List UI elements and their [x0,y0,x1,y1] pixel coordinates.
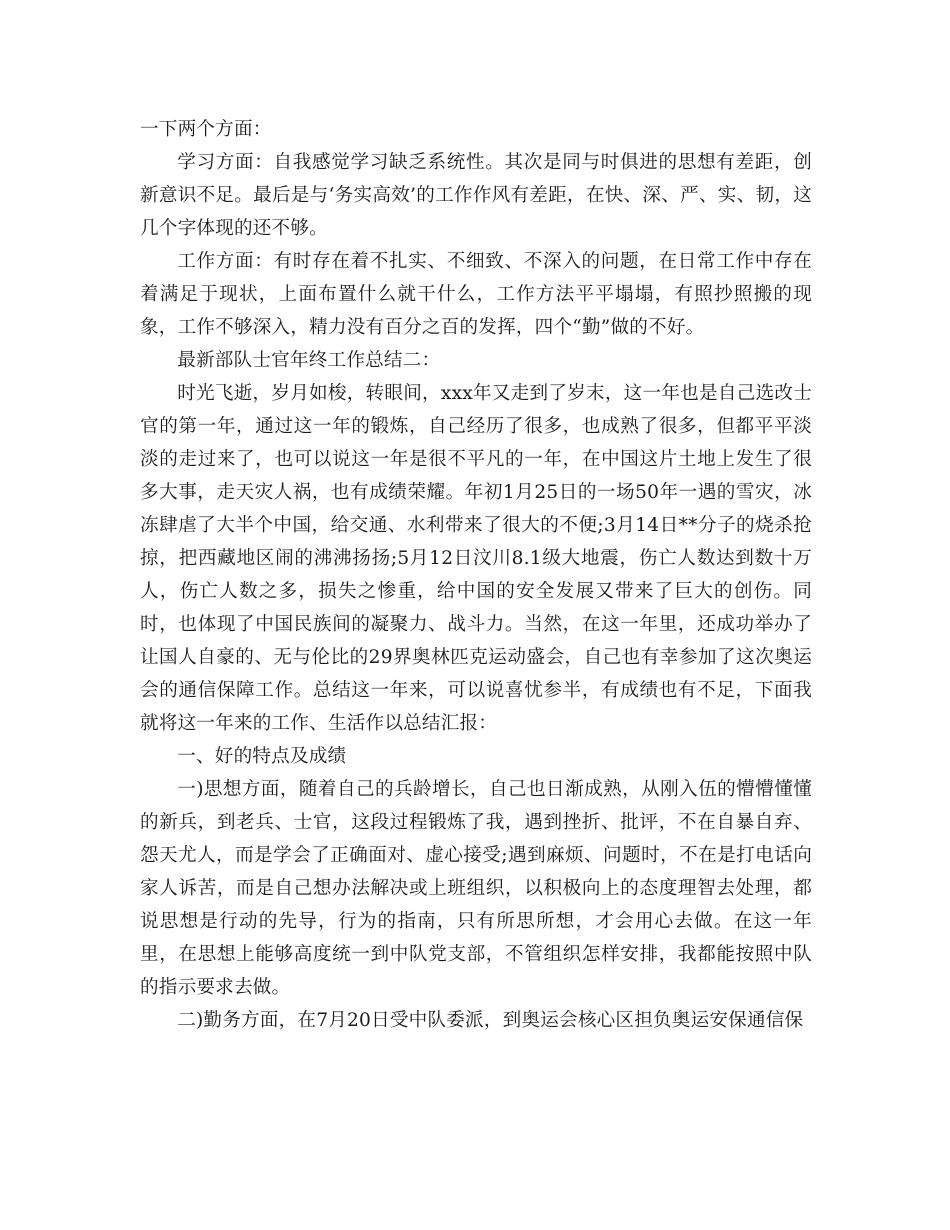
paragraph-duty: 二)勤务方面，在7月20日受中队委派，到奥运会核心区担负奥运安保通信保 [177,1010,804,1031]
paragraph-thought: 一)思想方面，随着自己的兵龄增长，自己也日渐成熟，从刚入伍的懵懵懂懂的新兵，到老兵、士官，这段过程锻炼了我，遇到挫折、批评，不在自暴自弃、怨天尤人，而是学会了正确面对、虚心接受;遇到麻烦、问题时，不在是打电话向家人诉苦，而是自己想办法解决或上班组织，以积极向上的态度理智去处理，都说思想是行动的先导，行为的指南，只有所思所想，才会用心去做。在这一年里，在思想上能够高度统一到中队党支部，不管组织怎样安排，我都能按照中队的指示要求去做。 [140,779,812,998]
paragraph-work: 工作方面：有时存在着不扎实、不细致、不深入的问题，在日常工作中存在着满足于现状，上面布置什么就干什么，工作方法平平塌塌，有照抄照搬的现象，工作不够深入，精力没有百分之百的发挥，四个“勤”做的不好。 [140,251,812,338]
paragraph-intro: 一下两个方面： [140,119,272,140]
paragraph-year-review: 时光飞逝，岁月如梭，转眼间，xxx年又走到了岁末，这一年也是自己选改士官的第一年，通过这一年的锻炼，自己经历了很多，也成熟了很多，但都平平淡淡的走过来了，也可以说这一年是很不平凡的一年，在中国这片土地上发生了很多大事，走天灾人祸，也有成绩荣耀。年初1月25日的一场50年一遇的雪灾，冰冻肆虐了大半个中国，给交通、水利带来了很大的不便;3月14日**分子的烧杀抢掠，把西藏地区闹的沸沸扬扬;5月12日汶川8.1级大地震，伤亡人数达到数十万人，伤亡人数之多，损失之惨重，给中国的安全发展又带来了巨大的创伤。同时，也体现了中国民族间的凝聚力、战斗力。当然，在这一年里，还成功举办了让国人自豪的、无与伦比的29界奥林匹克运动盛会，自己也有幸参加了这次奥运会的通信保障工作。总结这一年来，可以说喜忧参半，有成绩也有不足，下面我就将这一年来的工作、生活作以总结汇报： [140,383,812,734]
section-heading-achievements: 一、好的特点及成绩 [177,746,347,767]
paragraph-study: 学习方面：自我感觉学习缺乏系统性。其次是同与时俱进的思想有差距，创新意识不足。最后是与‘务实高效’的工作作风有差距，在快、深、严、实、韧，这几个字体现的还不够。 [140,152,812,239]
document-body [140,113,812,1037]
section-heading-summary-two: 最新部队士官年终工作总结二： [177,350,441,371]
